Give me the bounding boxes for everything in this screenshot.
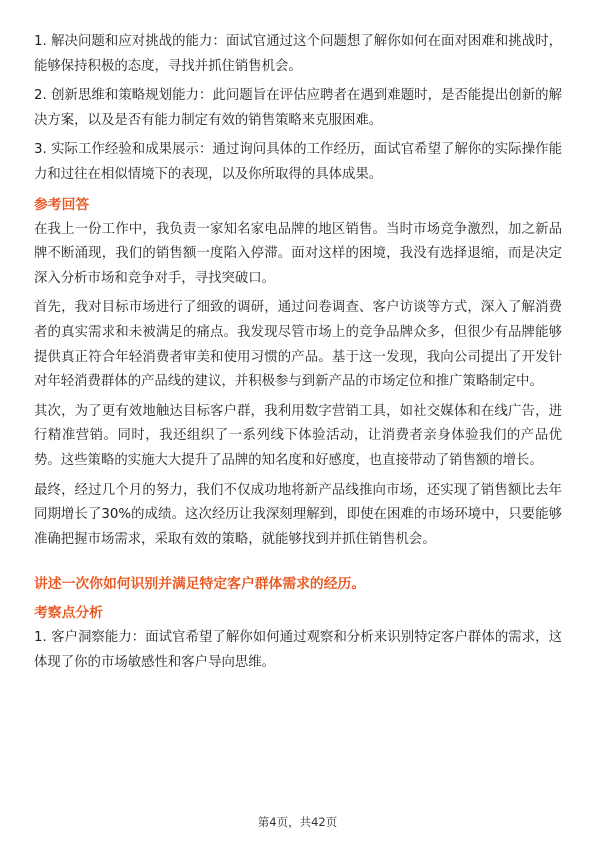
analysis-point-3: 3. 实际工作经验和成果展示：通过询问具体的工作经历，面试官希望了解你的实际操作能力和过往在相似情境下的表现，以及你所取得的具体成果。 — [34, 142, 562, 182]
page-content — [34, 30, 562, 680]
next-analysis-point-1: 1. 客户洞察能力：面试官希望了解你如何通过观察和分析来识别特定客户群体的需求，这体现了你的市场敏感性和客户导向思维。 — [34, 630, 562, 670]
page-footer: 第4页，共42页 — [257, 815, 338, 829]
analysis-point-1: 1. 解决问题和应对挑战的能力：面试官通过这个问题想了解你如何在面对困难和挑战时，能够保持积极的态度，寻找并抓住销售机会。 — [34, 34, 562, 74]
reference-answer-heading: 参考回答 — [34, 196, 90, 213]
analysis-point-2: 2. 创新思维和策略规划能力：此问题旨在评估应聘者在遇到难题时，是否能提出创新的解决方案，以及是否有能力制定有效的销售策略来克服困难。 — [34, 88, 562, 128]
answer-paragraph-4: 最终，经过几个月的努力，我们不仅成功地将新产品线推向市场，还实现了销售额比去年同期增长了30%的成绩。这次经历让我深刻理解到，即使在困难的市场环境中，只要能够准确把握市场需求，采取有效的策略，就能够找到并抓住销售机会。 — [34, 482, 562, 547]
next-analysis-heading: 考察点分析 — [34, 605, 103, 622]
answer-paragraph-2: 首先，我对目标市场进行了细致的调研，通过问卷调查、客户访谈等方式，深入了解消费者的真实需求和未被满足的痛点。我发现尽管市场上的竞争品牌众多，但很少有品牌能够提供真正符合年轻消费者审美和使用习惯的产品。基于这一发现，我向公司提出了开发针对年轻消费群体的产品线的建议，并积极参与到新产品的市场定位和推广策略制定中。 — [34, 300, 562, 390]
next-question-title: 讲述一次你如何识别并满足特定客户群体需求的经历。 — [34, 576, 366, 593]
answer-paragraph-1: 在我上一份工作中，我负责一家知名家电品牌的地区销售。当时市场竞争激烈，加之新品牌不断涌现，我们的销售额一度陷入停滞。面对这样的困境，我没有选择退缩，而是决定深入分析市场和竞争对手，寻找突破口。 — [34, 221, 562, 286]
answer-paragraph-3: 其次，为了更有效地触达目标客户群，我利用数字营销工具，如社交媒体和在线广告，进行精准营销。同时，我还组织了一系列线下体验活动，让消费者亲身体验我们的产品优势。这些策略的实施大大提升了品牌的知名度和好感度，也直接带动了销售额的增长。 — [34, 403, 562, 468]
